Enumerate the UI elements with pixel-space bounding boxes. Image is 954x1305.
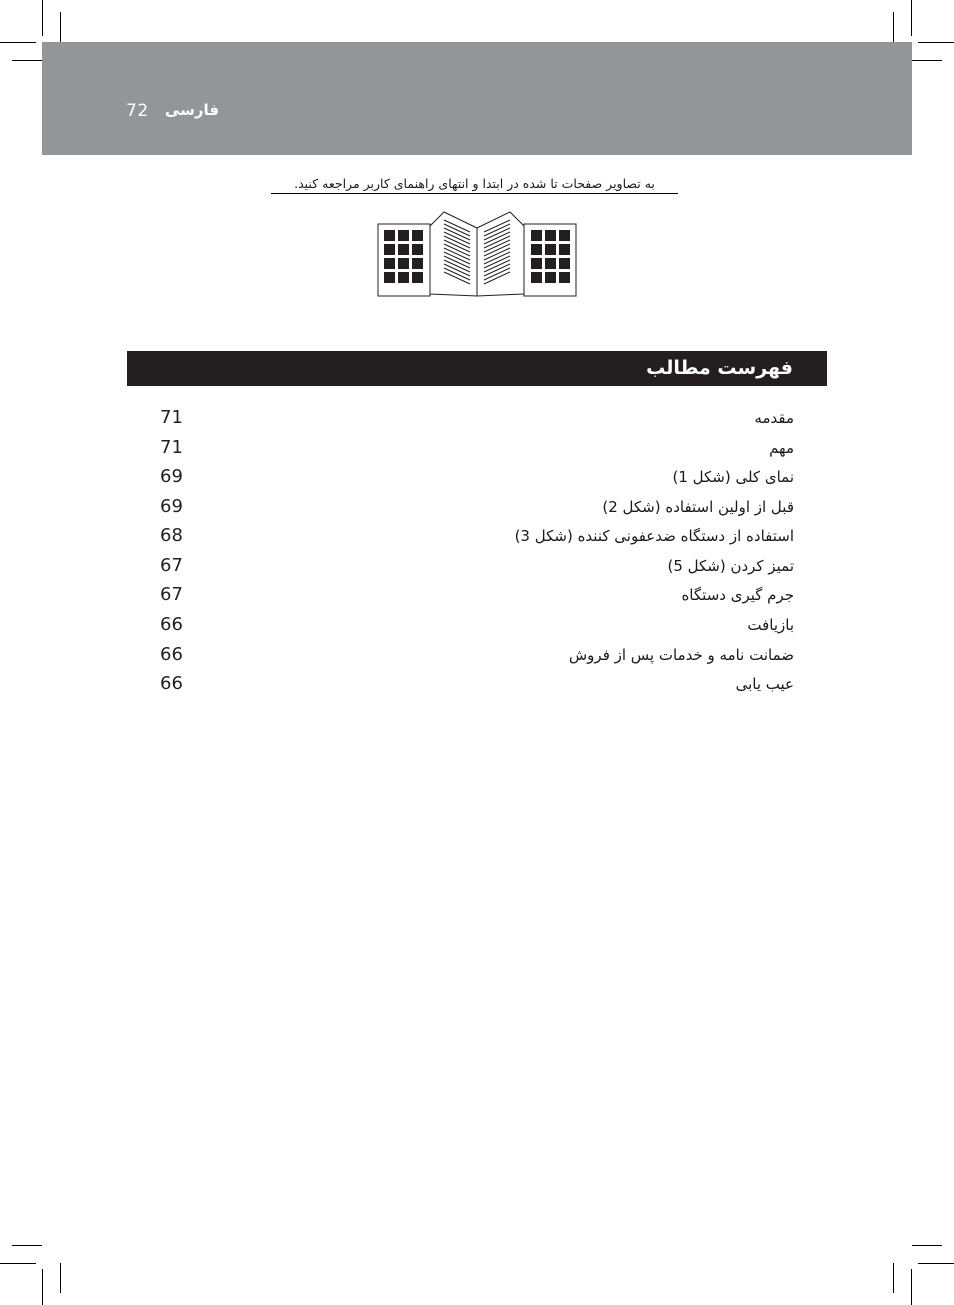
crop-mark bbox=[893, 12, 894, 42]
toc-entry[interactable] bbox=[160, 466, 794, 490]
toc-page-number: 67 bbox=[160, 555, 183, 576]
crop-mark bbox=[893, 1263, 894, 1293]
crop-mark bbox=[42, 1269, 43, 1305]
crop-mark bbox=[0, 42, 36, 43]
toc-page-number: 66 bbox=[160, 614, 183, 635]
foldout-note: به تصاویر صفحات تا شده در ابتدا و انتهای راهنمای کاربر مراجعه کنید. bbox=[271, 176, 678, 194]
open-booklet-icon bbox=[376, 210, 578, 298]
toc-entry[interactable] bbox=[160, 673, 794, 697]
toc-entry[interactable] bbox=[160, 437, 794, 461]
crop-mark bbox=[911, 1269, 912, 1305]
toc-entry[interactable] bbox=[160, 584, 794, 608]
toc-page-number: 68 bbox=[160, 525, 183, 546]
toc-entry-label: ضمانت نامه و خدمات پس از فروش bbox=[568, 646, 794, 664]
crop-mark bbox=[912, 1245, 942, 1246]
crop-mark bbox=[12, 1245, 42, 1246]
toc-title: فهرست مطالب bbox=[646, 357, 793, 379]
toc-entry-label: استفاده از دستگاه ضدعفونی کننده (شکل 3) bbox=[514, 527, 794, 545]
toc-entry-label: جرم گیری دستگاه bbox=[681, 586, 794, 604]
toc-entry[interactable] bbox=[160, 525, 794, 549]
toc-page-number: 69 bbox=[160, 496, 183, 517]
toc-page-number: 69 bbox=[160, 466, 183, 487]
crop-mark bbox=[60, 1263, 61, 1293]
crop-mark bbox=[12, 60, 42, 61]
toc-entry-label: مقدمه bbox=[754, 409, 794, 427]
crop-mark bbox=[912, 60, 942, 61]
header-band bbox=[42, 42, 912, 155]
page-number: 72 bbox=[126, 101, 149, 121]
crop-mark bbox=[918, 42, 954, 43]
language-label: فارسی bbox=[165, 101, 220, 119]
toc-entry[interactable] bbox=[160, 407, 794, 431]
toc-entry[interactable] bbox=[160, 496, 794, 520]
toc-page-number: 66 bbox=[160, 644, 183, 665]
crop-mark bbox=[60, 12, 61, 42]
toc-entry[interactable] bbox=[160, 555, 794, 579]
crop-mark bbox=[911, 0, 912, 36]
toc-entry-label: بازیافت bbox=[747, 616, 794, 634]
toc-page-number: 66 bbox=[160, 673, 183, 694]
toc-entry-label: مهم bbox=[769, 439, 794, 457]
toc-page-number: 71 bbox=[160, 437, 183, 458]
crop-mark bbox=[918, 1263, 954, 1264]
toc-entry-label: عیب یابی bbox=[735, 675, 794, 693]
crop-mark bbox=[42, 0, 43, 36]
crop-mark bbox=[0, 1263, 36, 1264]
toc-entry[interactable] bbox=[160, 614, 794, 638]
toc-entry[interactable] bbox=[160, 644, 794, 668]
toc-entry-label: قبل از اولین استفاده (شکل 2) bbox=[602, 498, 794, 516]
toc-page-number: 67 bbox=[160, 584, 183, 605]
toc-page-number: 71 bbox=[160, 407, 183, 428]
toc-entry-label: تمیز کردن (شکل 5) bbox=[667, 557, 794, 575]
toc-entry-label: نمای کلی (شکل 1) bbox=[672, 468, 794, 486]
toc-title-bar bbox=[127, 351, 827, 386]
